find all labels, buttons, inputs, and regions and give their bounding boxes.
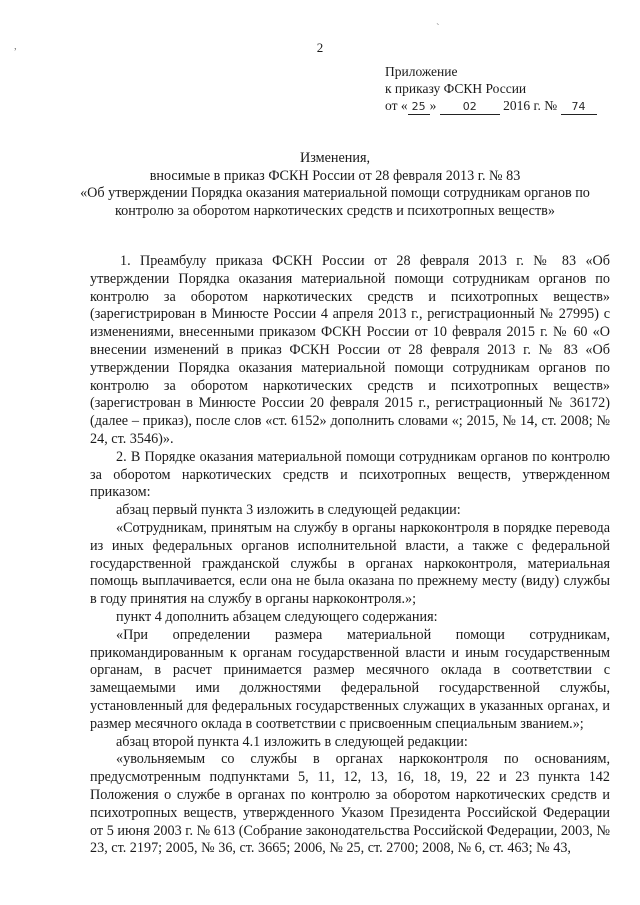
date-day: 25	[408, 100, 430, 115]
order-number: 74	[561, 100, 597, 115]
title-line-1: Изменения,	[299, 150, 371, 166]
paragraph-3: абзац первый пункта 3 изложить в следующей редакции:	[116, 502, 461, 519]
paragraph-8: «увольняемым со службы в органах наркоконтроля по основаниям, предусмотренным подпунктами 5, 11, 12, 13, 16, 18, 19, 22 и 23 пункта 142 Положения о службе в органах по контролю за оборотом наркотических средств и психотропных веществ, утвержденного Указом Президента Российской Федерации от 5 июня 2003 г. № 613 (Собрание законодательства Российской Федерации, 2003, № 23, ст. 2197; 2005, № 36, ст. 3665; 2006, № 25, ст. 2700; 2008, № 6, ст. 463; № 43,	[90, 751, 610, 857]
paragraph-2: 2. В Порядке оказания материальной помощи сотрудникам органов по контролю за оборотом наркотических средств и психотропных веществ, утвержденном приказом:	[90, 448, 610, 501]
title-line-4: контролю за оборотом наркотических средств и психотропных веществ»	[115, 202, 555, 219]
paragraph-4: «Сотрудникам, принятым на службу в органы наркоконтроля в порядке перевода из иных федеральных органов исполнительной власти, а также с федеральной государственной гражданской службы в органах наркоконтроля, материальная помощь выплачивается, если она не была оказана по прежнему месту (виду) службы в году принятия на службу в органы наркоконтроля.»;	[90, 519, 610, 608]
date-year: 2016 г.	[503, 98, 541, 113]
paragraph-6: «При определении размера материальной помощи сотрудникам, прикомандированным к органам государственной власти и иным государственным органам, в расчет принимается размер месячного оклада в соответствии с замещаемыми ими должностями федеральной государственной службы, установленный для федеральных государственных служащих в указанных органах, и размер месячного оклада в соответствии с присвоенным специальным званием.»;	[90, 626, 610, 732]
appendix-label: Приложение	[385, 64, 458, 79]
date-mid: »	[429, 98, 437, 113]
title-line-3: «Об утверждении Порядка оказания материальной помощи сотрудникам органов по	[80, 185, 590, 202]
appendix-date-line	[385, 97, 597, 115]
document-body	[90, 253, 610, 858]
scan-mark: `	[436, 22, 440, 34]
appendix-order-ref: к приказу ФСКН России	[385, 81, 527, 96]
page-number: 2	[316, 40, 324, 55]
title-line-2: вносимые в приказ ФСКН России от 28 февраля 2013 г. № 83	[149, 167, 521, 184]
date-month: 02	[440, 100, 500, 115]
number-prefix: №	[544, 98, 558, 113]
scan-mark: ,	[14, 40, 17, 52]
date-prefix: от «	[385, 98, 408, 113]
paragraph-5: пункт 4 дополнить абзацем следующего содержания:	[116, 608, 438, 625]
paragraph-1: 1. Преамбулу приказа ФСКН России от 28 февраля 2013 г. № 83 «Об утверждении Порядка оказания материальной помощи сотрудникам органов по контролю за оборотом наркотических средств и психотропных веществ» (зарегистрирован в Минюсте России 4 апреля 2013 г., регистрационный № 27995) с изменениями, внесенными приказом ФСКН России от 10 февраля 2015 г. № 60 «О внесении изменений в приказ ФСКН России от 28 февраля 2013 г. № 83 «Об утверждении Порядка оказания материальной помощи сотрудникам органов по контролю за оборотом наркотических средств и психотропных веществ» (зарегистрован в Минюсте России 20 февраля 2015 г., регистрационный № 36172) (далее – приказ), после слов «ст. 6152» дополнить словами «; 2015, № 14, ст. 2008; № 24, ст. 3546)».	[90, 253, 610, 447]
appendix-block	[385, 63, 597, 115]
document-title	[55, 150, 615, 220]
paragraph-7: абзац второй пункта 4.1 изложить в следующей редакции:	[116, 733, 468, 750]
